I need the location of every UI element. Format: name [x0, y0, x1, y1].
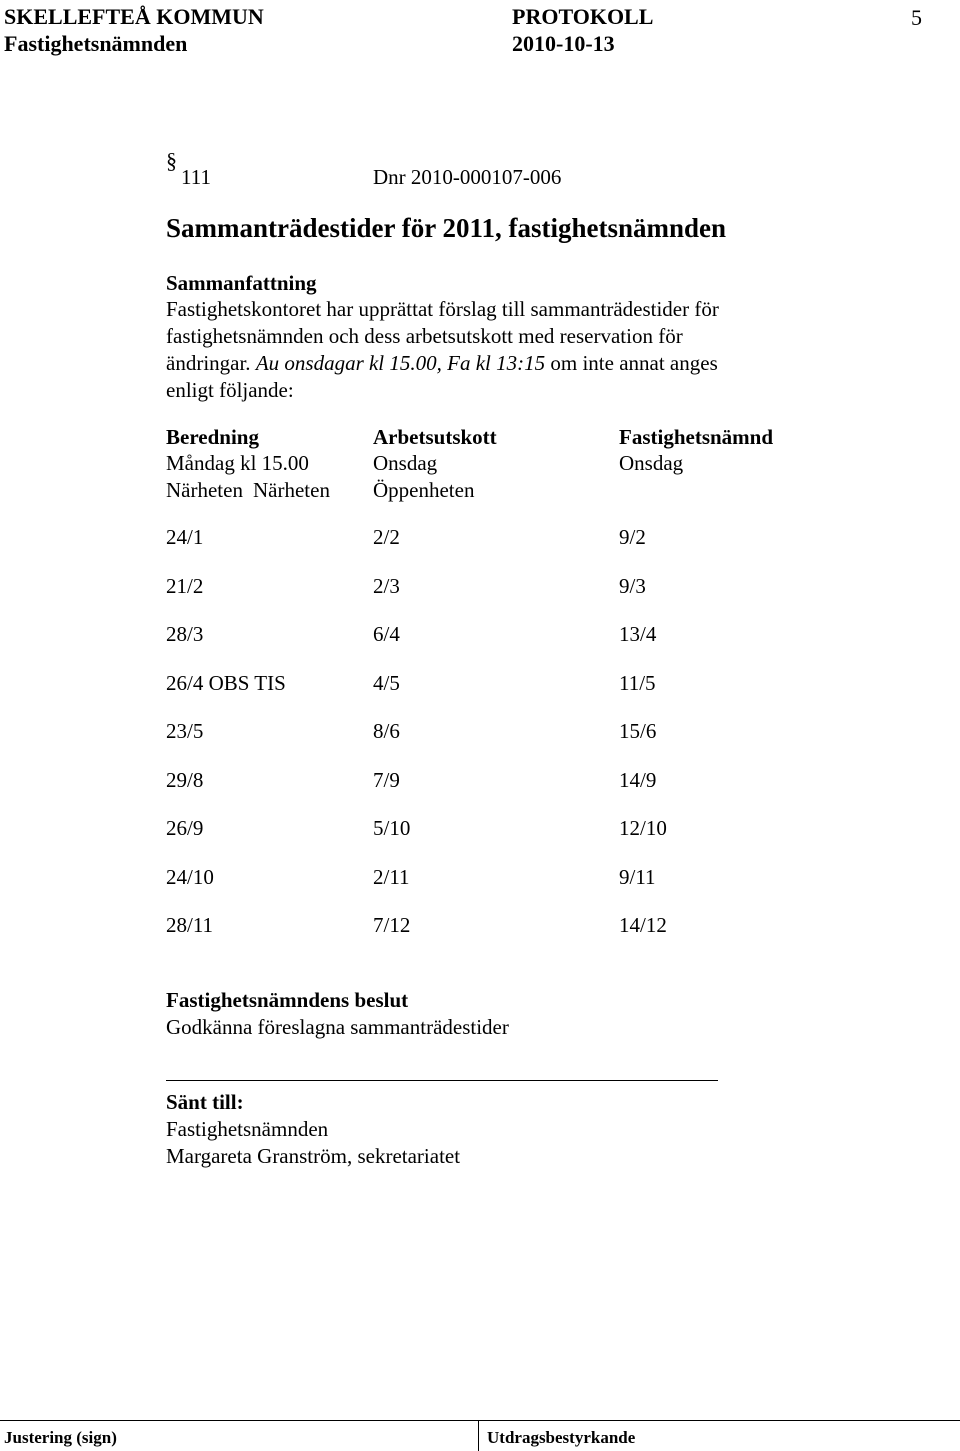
meeting-times-italic: Au onsdagar kl 15.00, Fa kl 13:15: [255, 351, 546, 375]
decision-heading: Fastighetsnämndens beslut: [166, 988, 409, 1012]
date-cell: 11/5: [619, 671, 656, 695]
summary-text: ändringar.: [166, 351, 251, 375]
date-cell: 14/9: [619, 768, 657, 792]
room-label: Närheten: [166, 478, 243, 502]
date-cell: 28/11: [166, 913, 214, 937]
date-cell: 29/8: [166, 768, 204, 792]
date-cell: 9/2: [619, 525, 646, 549]
day-label: Onsdag: [619, 451, 684, 475]
summary-line: [166, 351, 718, 376]
summary-line: Fastighetskontoret har upprättat förslag till sammanträdestider för: [166, 297, 719, 321]
date-cell: 15/6: [619, 719, 657, 743]
date-cell: 26/4 OBS TIS: [166, 671, 286, 695]
summary-line: enligt följande:: [166, 378, 294, 402]
item-number: 111: [181, 165, 211, 189]
date-cell: 2/11: [373, 865, 410, 889]
date-cell: 23/5: [166, 719, 204, 743]
date-cell: 9/3: [619, 574, 646, 598]
room-label: Närheten: [253, 478, 330, 502]
date-cell: 9/11: [619, 865, 656, 889]
date-cell: 24/10: [166, 865, 214, 889]
page-title: Sammanträdestider för 2011, fastighetsnämnden: [166, 213, 727, 243]
column-header-beredning: Beredning: [166, 425, 259, 449]
signature-divider: [166, 1080, 718, 1081]
sent-to-heading: Sänt till:: [166, 1090, 244, 1114]
footer-divider: [0, 1420, 960, 1421]
committee-name: Fastighetsnämnden: [4, 31, 188, 56]
date-cell: 26/9: [166, 816, 204, 840]
decision-text: Godkänna föreslagna sammanträdestider: [166, 1015, 509, 1039]
summary-heading: Sammanfattning: [166, 271, 317, 295]
org-name: SKELLEFTEÅ KOMMUN: [4, 4, 264, 29]
date-cell: 21/2: [166, 574, 204, 598]
date-cell: 4/5: [373, 671, 400, 695]
date-cell: 28/3: [166, 622, 204, 646]
date-cell: 7/9: [373, 768, 400, 792]
summary-line: fastighetsnämnden och dess arbetsutskott med reservation för: [166, 324, 683, 348]
date-cell: 8/6: [373, 719, 400, 743]
meeting-date: 2010-10-13: [512, 31, 615, 56]
day-label: Onsdag: [373, 451, 438, 475]
date-cell: 2/3: [373, 574, 400, 598]
day-label: Måndag kl 15.00: [166, 451, 309, 475]
date-cell: 24/1: [166, 525, 204, 549]
date-cell: 5/10: [373, 816, 411, 840]
date-cell: 2/2: [373, 525, 400, 549]
column-header-arbetsutskott: Arbetsutskott: [373, 425, 497, 449]
recipient: Margareta Granström, sekretariatet: [166, 1144, 461, 1168]
room-label: Öppenheten: [373, 478, 475, 502]
date-cell: 14/12: [619, 913, 667, 937]
diary-number: Dnr 2010-000107-006: [373, 165, 562, 189]
summary-text: om inte annat anges: [550, 351, 718, 375]
document-type: PROTOKOLL: [512, 4, 654, 29]
paragraph-sign: §: [166, 148, 177, 173]
page-number: 5: [911, 5, 922, 30]
recipient: Fastighetsnämnden: [166, 1117, 329, 1141]
footer-justering: Justering (sign): [4, 1428, 117, 1447]
date-cell: 7/12: [373, 913, 411, 937]
date-cell: 13/4: [619, 622, 657, 646]
footer-column-divider: [478, 1420, 479, 1451]
date-cell: 12/10: [619, 816, 667, 840]
footer-utdragsbestyrkande: Utdragsbestyrkande: [487, 1428, 636, 1447]
column-header-fastighetsnamnd: Fastighetsnämnd: [619, 425, 774, 449]
date-cell: 6/4: [373, 622, 400, 646]
